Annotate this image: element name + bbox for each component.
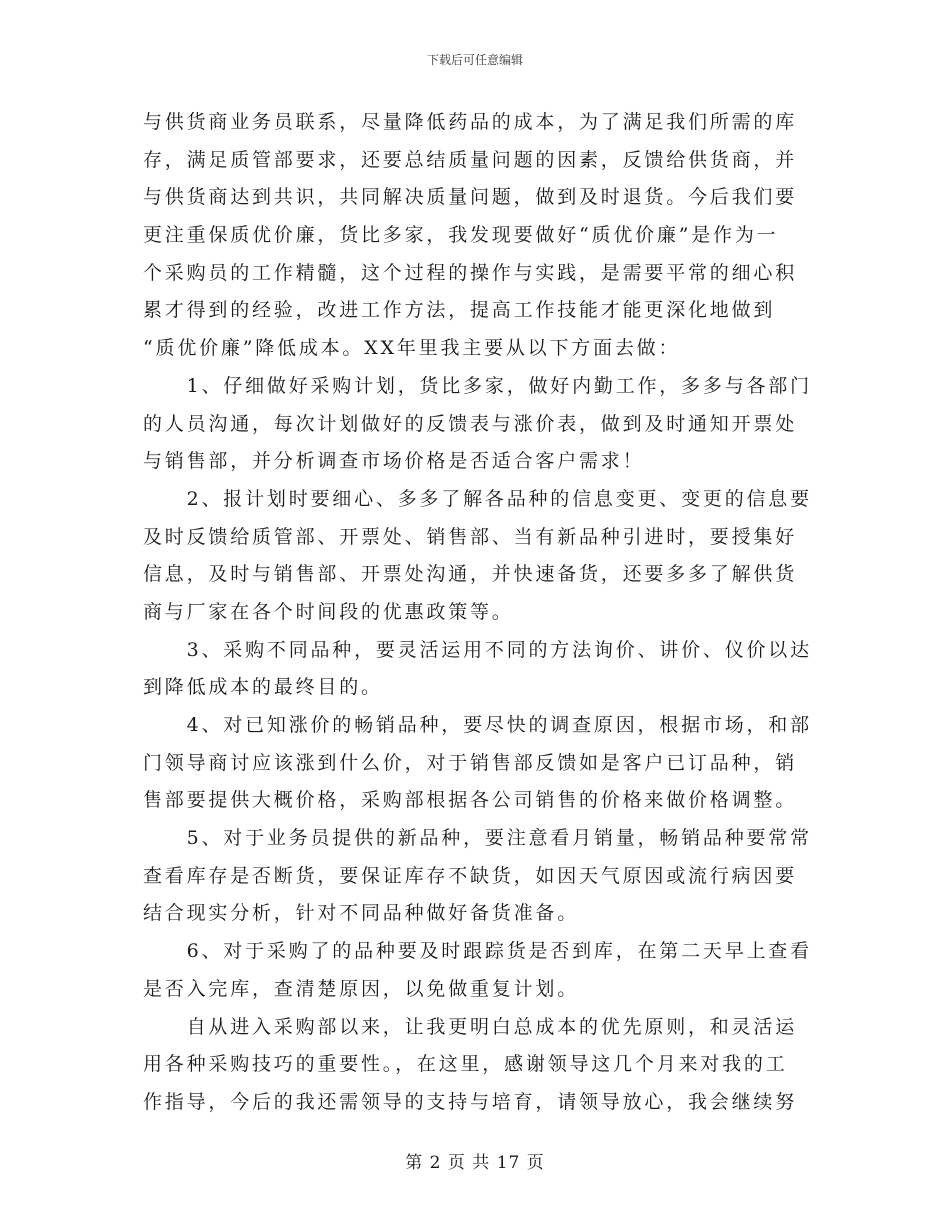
text-line: 及时反馈给质管部、开票处、销售部、当有新品种引进时，要授集好 — [143, 525, 798, 548]
text-line: 结合现实分析，针对不同品种做好备货准备。 — [143, 902, 580, 925]
text-line: 4、对已知涨价的畅销品种，要尽快的调查原因，根据市场，和部 — [143, 714, 812, 736]
text-line: 售部要提供大概价格，采购部根据各公司销售的价格来做价格调整。 — [143, 789, 798, 812]
text-line: 3、采购不同品种，要灵活运用不同的方法询价、讲价、仪价以达 — [143, 638, 812, 661]
text-line: 的人员沟通，每次计划做好的反馈表与涨价表，做到及时通知开票处 — [143, 412, 798, 435]
text-line: 2、报计划时要细心、多多了解各品种的信息变更、变更的信息要 — [143, 487, 812, 510]
text-line: “质优价廉”降低成本。XX年里我主要从以下方面去做： — [143, 337, 681, 360]
text-line: 5、对于业务员提供的新品种，要注意看月销量，畅销品种要常常 — [143, 827, 812, 850]
text-line: 查看库存是否断货，要保证库存不缺货，如因天气原因或流行病因要 — [143, 864, 798, 887]
text-line: 6、对于采购了的品种要及时跟踪货是否到库，在第二天早上查看 — [143, 940, 812, 963]
text-line: 门领导商讨应该涨到什么价，对于销售部反馈如是客户已订品种，销 — [143, 751, 798, 774]
text-line: 信息，及时与销售部、开票处沟通，并快速备货，还要多多了解供货 — [143, 563, 798, 586]
text-line: 与供货商达到共识，共同解决质量问题，做到及时退货。今后我们要 — [143, 186, 798, 209]
text-line: 累才得到的经验，改进工作方法，提高工作技能才能更深化地做到 — [143, 299, 776, 322]
text-line: 1、仔细做好采购计划，货比多家，做好内勤工作，多多与各部门 — [143, 374, 812, 397]
text-line: 个采购员的工作精髓，这个过程的操作与实践，是需要平常的细心积 — [143, 261, 798, 284]
text-line: 与销售部，并分析调查市场价格是否适合客户需求！ — [143, 450, 645, 473]
text-line: 作指导，今后的我还需领导的支持与培育，请领导放心，我会继续努 — [143, 1090, 798, 1113]
text-line: 与供货商业务员联系，尽量降低药品的成本，为了满足我们所需的库 — [143, 111, 798, 133]
text-line: 自从进入采购部以来，让我更明白总成本的优先原则，和灵活运 — [143, 1015, 798, 1038]
body-text — [143, 104, 812, 1122]
page-footer: 第 2 页 共 17 页 — [405, 1153, 545, 1173]
text-line: 商与厂家在各个时间段的优惠政策等。 — [143, 600, 514, 623]
page-header: 下载后可任意编辑 — [426, 53, 523, 67]
text-line: 是否入完库，查清楚原因，以免做重复计划。 — [143, 977, 580, 1000]
text-line: 更注重保质优价廉，货比多家，我发现要做好“质优价廉”是作为一 — [143, 224, 779, 247]
text-line: 存，满足质管部要求，还要总结质量问题的因素，反馈给供货商，并 — [143, 148, 798, 171]
text-line: 到降低成本的最终目的。 — [143, 676, 383, 699]
text-line: 用各种采购技巧的重要性。，在这里，感谢领导这几个月来对我的工 — [143, 1053, 788, 1076]
